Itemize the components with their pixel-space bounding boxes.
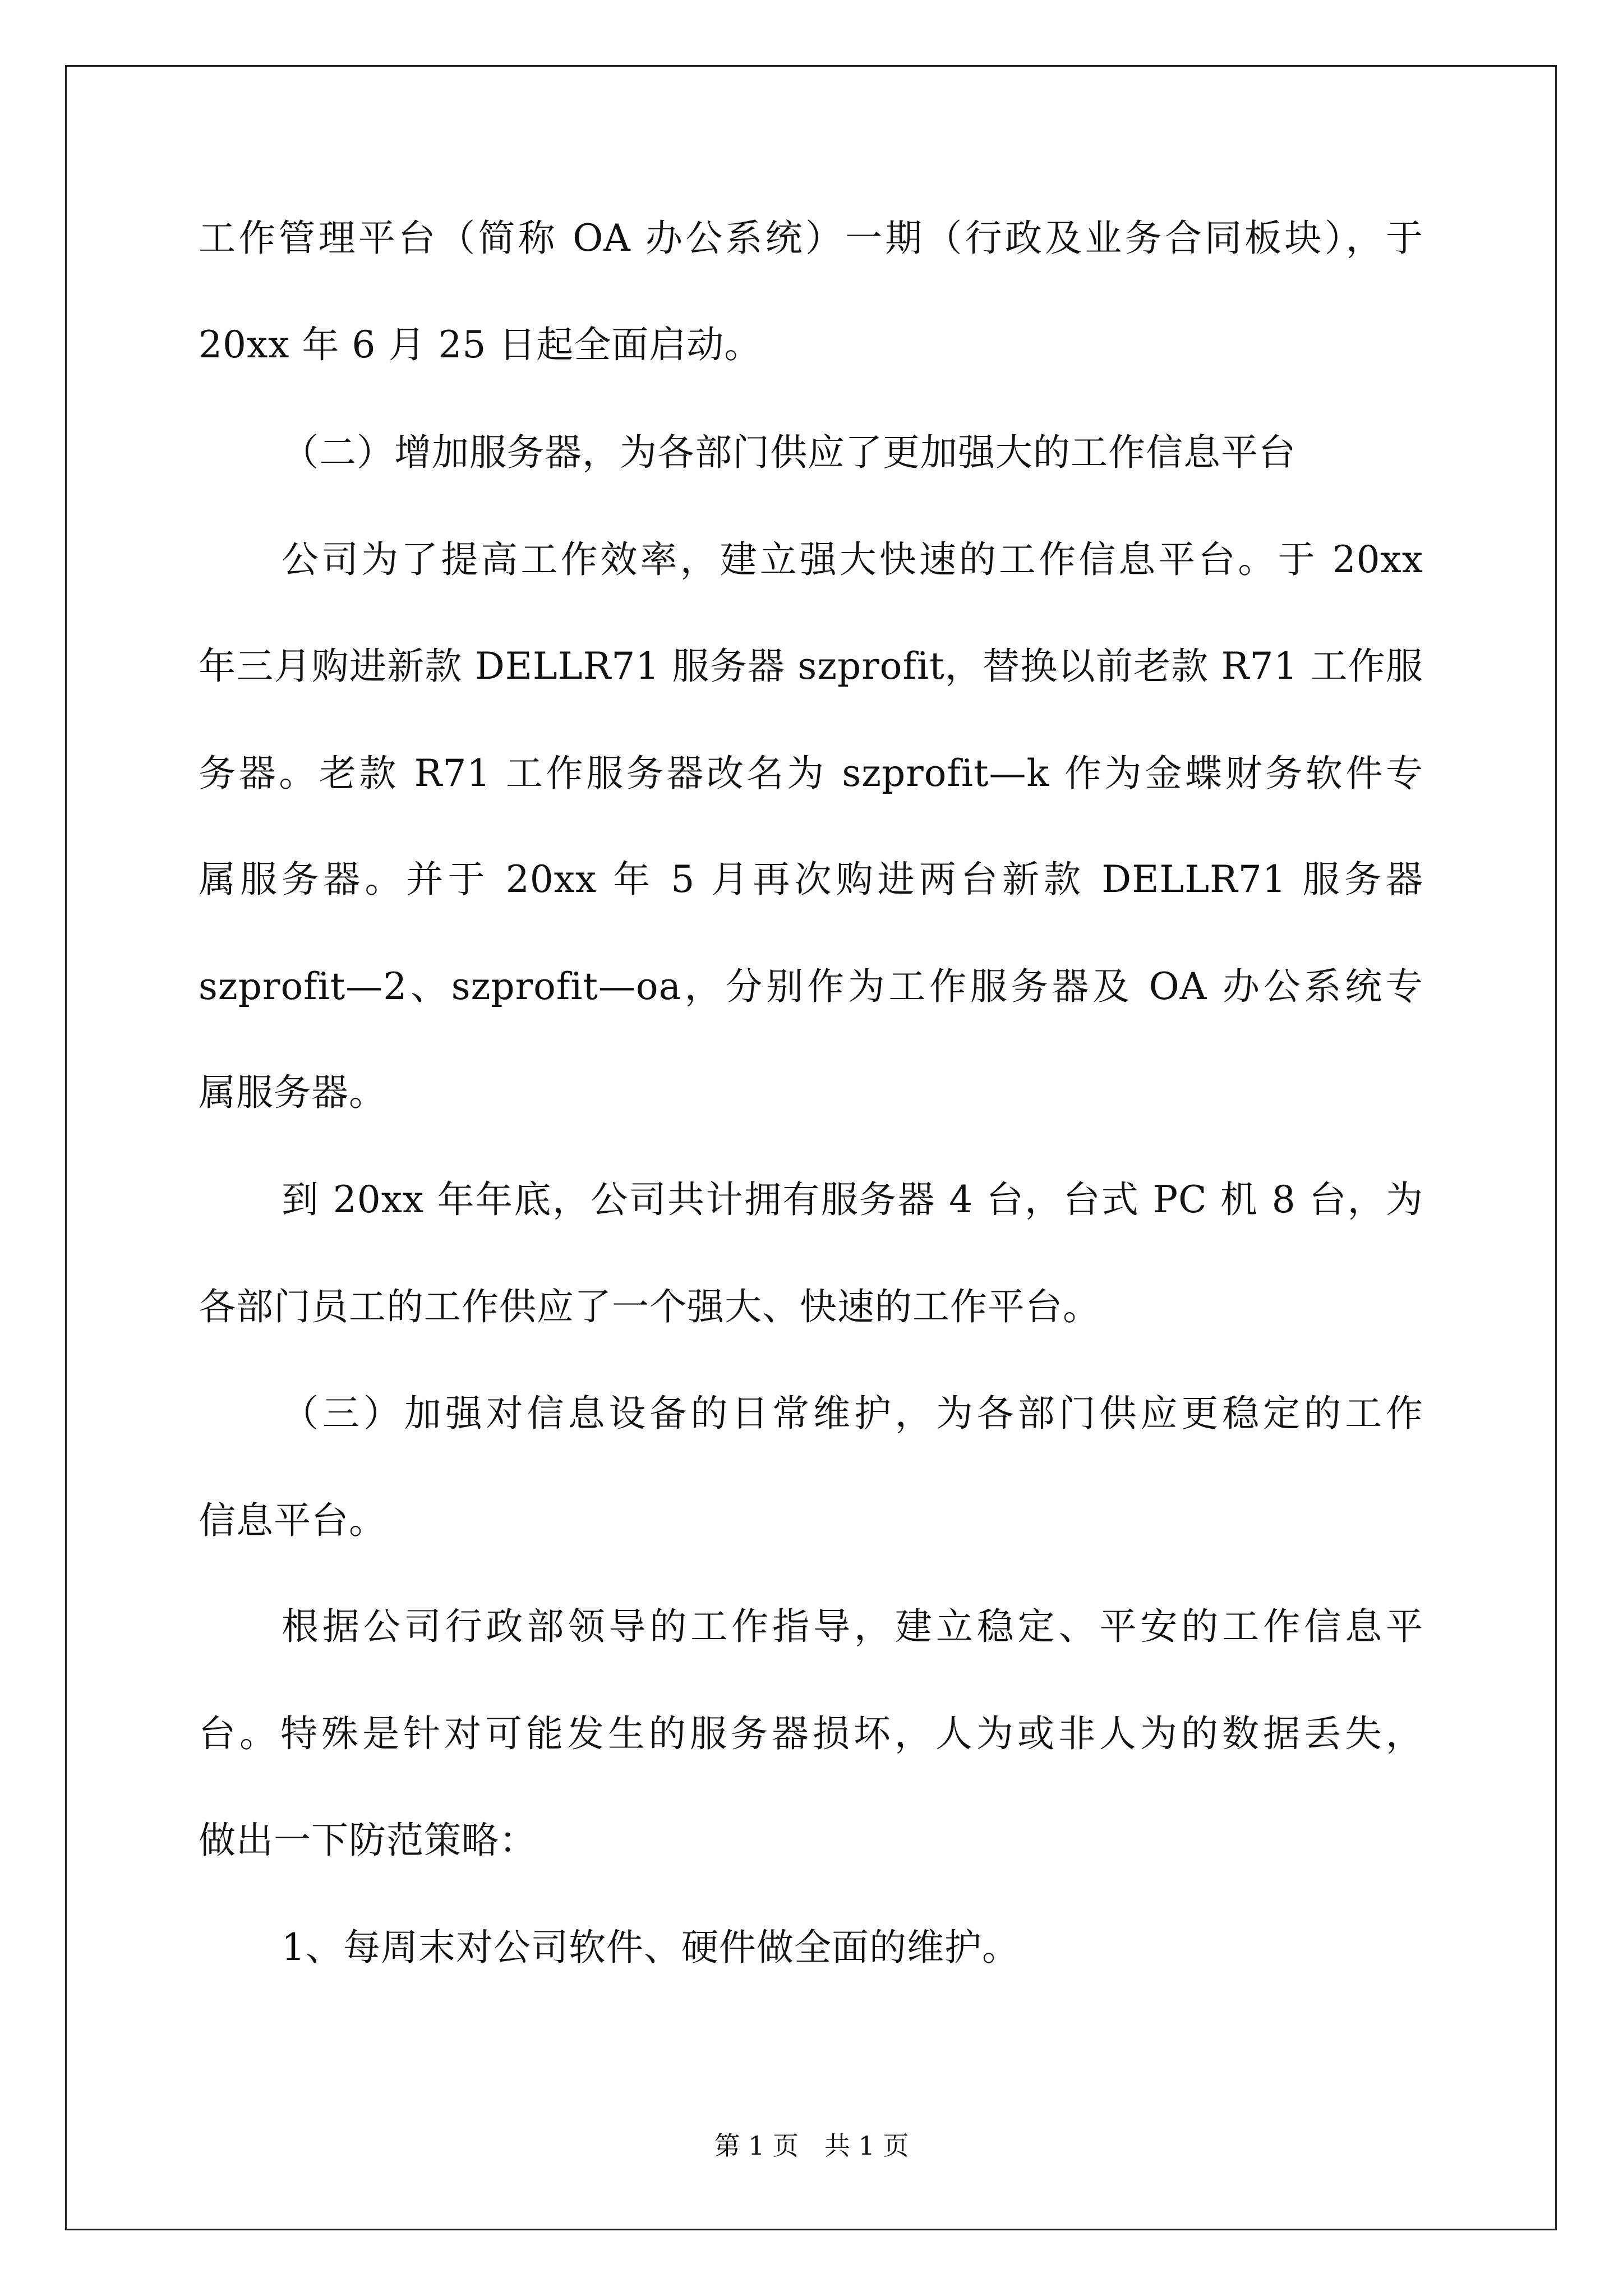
text-line: 年三月购进新款 DELLR71 服务器 szprofit，替换以前老款 R71 工作服 — [199, 645, 1423, 688]
text-line: 台。特殊是针对可能发生的服务器损坏，人为或非人为的数据丢失， — [199, 1712, 1423, 1755]
text-line: 公司为了提高工作效率，建立强大快速的工作信息平台。于 20xx — [282, 538, 1423, 581]
section-heading: （三）加强对信息设备的日常维护，为各部门供应更稳定的工作 — [282, 1392, 1423, 1435]
text-line: 20xx 年 6 月 25 日起全面启动。 — [199, 323, 762, 366]
text-line: 做出一下防范策略： — [199, 1819, 537, 1862]
text-line: 到 20xx 年年底，公司共计拥有服务器 4 台，台式 PC 机 8 台，为 — [282, 1178, 1423, 1221]
text-line: 务器。老款 R71 工作服务器改名为 szprofit—k 作为金蝶财务软件专 — [199, 752, 1423, 795]
text-line: szprofit—2、szprofit—oa，分别作为工作服务器及 OA 办公系统专 — [199, 965, 1423, 1008]
text-line: 工作管理平台（简称 OA 办公系统）一期（行政及业务合同板块），于 — [199, 217, 1423, 260]
text-line: 属服务器。并于 20xx 年 5 月再次购进两台新款 DELLR71 服务器 — [199, 858, 1423, 901]
page-border — [65, 65, 1557, 2230]
text-line: 各部门员工的工作供应了一个强大、快速的工作平台。 — [199, 1285, 1100, 1328]
text-line: 属服务器。 — [199, 1071, 386, 1114]
list-item: 1、每周末对公司软件、硬件做全面的维护。 — [282, 1926, 1020, 1969]
text-line: 根据公司行政部领导的工作指导，建立稳定、平安的工作信息平 — [282, 1605, 1423, 1648]
page-number-footer: 第 1 页 共 1 页 — [714, 2131, 909, 2161]
section-heading: （二）增加服务器，为各部门供应了更加强大的工作信息平台 — [282, 431, 1296, 474]
text-line: 信息平台。 — [199, 1499, 386, 1542]
